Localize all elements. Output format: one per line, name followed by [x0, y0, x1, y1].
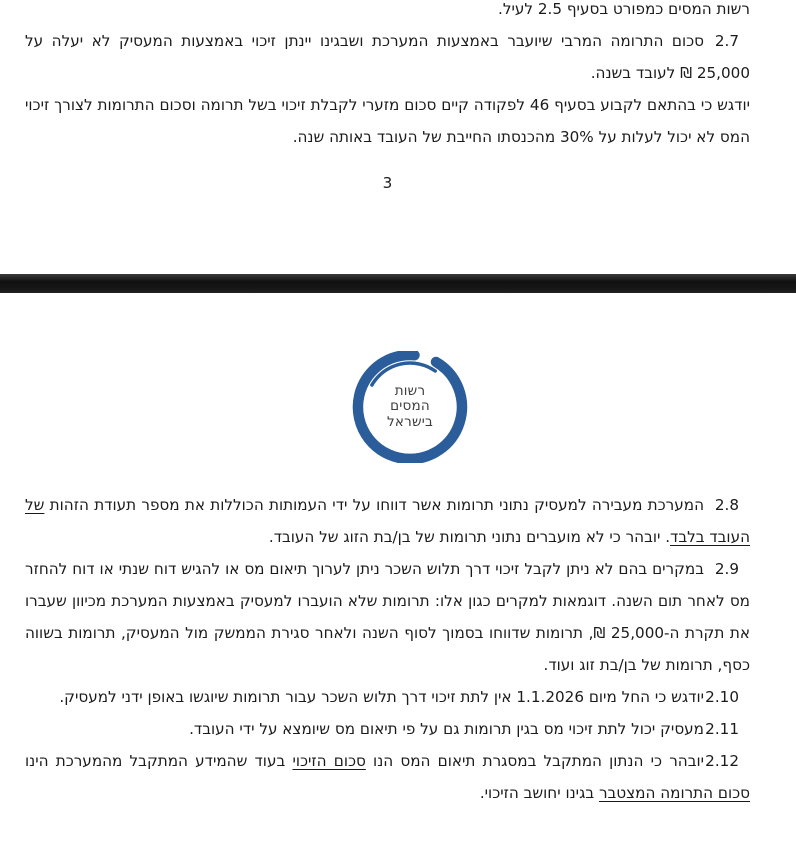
list-item-2-8	[25, 489, 750, 553]
item-number: 2.9	[714, 560, 739, 578]
list-item-2-11	[25, 713, 750, 745]
paragraph-closing-line: רשות המסים כמפורט בסעיף 2.5 לעיל.	[498, 0, 750, 18]
page-number: 3	[382, 174, 393, 192]
item-number: 2.11	[705, 720, 739, 738]
logo-text	[350, 351, 470, 463]
item-number: 2.10	[705, 688, 739, 706]
item-text: המערכת מעבירה למעסיק נתוני תרומות אשר דווחו על ידי העמותות הכוללות את מספר תעודת הזהות של העובד בלבד. יובהר כי לא מועברים נתוני תרומות של בן/בת הזוג של העובד.	[25, 496, 750, 546]
item-text: יודגש כי החל מיום 1.1.2026 אין לתת זיכוי דרך תלוש השכר עבור תרומות שיוגשו באופן ידני למעסיק.	[59, 688, 704, 706]
list-item-2-10	[25, 681, 750, 713]
item-number: 2.12	[705, 752, 739, 770]
item-text: יובהר כי הנתון המתקבל במסגרת תיאום המס הנו סכום הזיכוי בעוד שהמידע המתקבל מהמערכת הינו סכום התרומה המצטבר בגינו יחושב הזיכוי.	[25, 752, 750, 802]
item-number: 2.7	[714, 32, 739, 50]
page-3-bottom	[0, 0, 796, 199]
item-number: 2.8	[714, 496, 739, 514]
item-text: מעסיק יכול לתת זיכוי מס בגין תרומות גם על פי תיאום מס שיומצא על ידי העובד.	[189, 720, 704, 738]
tax-authority-logo-icon	[350, 351, 470, 463]
logo-line-3: בישראל	[387, 413, 433, 430]
page-separator	[0, 274, 796, 293]
logo-line-1: רשות	[394, 382, 426, 399]
page-4-top	[0, 489, 796, 809]
list-item-2-12	[25, 745, 750, 809]
paragraph-note: יודגש כי בהתאם לקבוע בסעיף 46 לפקודה קיים סכום מזערי לקבלת זיכוי בשל תרומה וסכום התרומות לצורך זיכוי המס לא יכול לעלות על 30% מהכנסתו החייבת של העובד באותה שנה.	[25, 96, 750, 146]
item-text: סכום התרומה המרבי שיועבר באמצעות המערכת ושבגינו יינתן זיכוי באמצעות המעסיק לא יעלה על 25,000 ₪ לעובד בשנה.	[25, 32, 750, 82]
list-item-2-9	[25, 553, 750, 681]
logo-line-2: המסים	[390, 398, 430, 415]
item-text: במקרים בהם לא ניתן לקבל זיכוי דרך תלוש השכר ניתן לערוך תיאום מס או להגיש דוח שנתי או דוח להחזר מס לאחר תום השנה. דוגמאות למקרים כגון אלו: תרומות שלא הועברו למעסיק באמצעות המערכת מכיוון שעברו את תקרת ה-25,000 ₪, תרומות שדווחו בסמוך לסוף השנה ולאחר סגירת הממשק מול המעסיק, תרומות בשווה כסף, תרומות של בן/בת זוג ועוד.	[25, 560, 750, 674]
list-item-2-7	[25, 25, 750, 89]
